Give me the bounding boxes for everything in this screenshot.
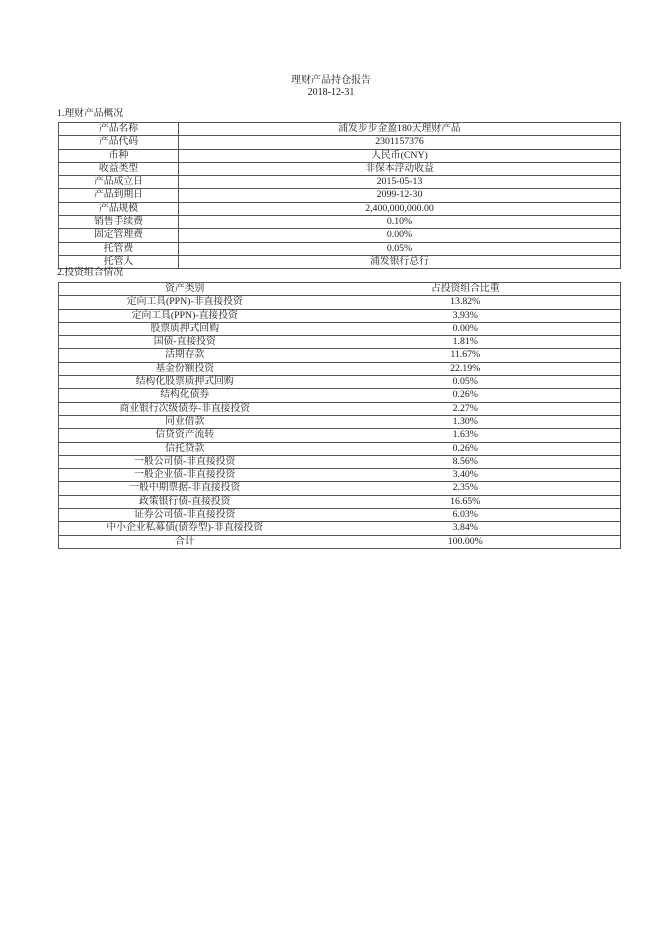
field-label: 产品成立日 [59, 176, 179, 189]
product-overview-table-body [59, 123, 621, 269]
weight-cell: 2.35% [311, 482, 621, 495]
weight-cell: 2.27% [311, 402, 621, 415]
overview-row [59, 149, 621, 162]
weight-cell: 1.30% [311, 415, 621, 428]
asset-class-cell: 一般企业债-非直接投资 [59, 469, 311, 482]
portfolio-row [59, 402, 621, 415]
field-label: 固定管理费 [59, 229, 179, 242]
weight-cell: 11.67% [311, 349, 621, 362]
field-value: 2,400,000,000.00 [179, 202, 621, 215]
portfolio-row [59, 522, 621, 535]
field-value: 0.05% [179, 242, 621, 255]
portfolio-row [59, 349, 621, 362]
asset-class-cell: 股票质押式回购 [59, 322, 311, 335]
portfolio-row [59, 336, 621, 349]
overview-row [59, 202, 621, 215]
overview-row [59, 162, 621, 175]
portfolio-row [59, 389, 621, 402]
weight-cell: 8.56% [311, 455, 621, 468]
portfolio-row [59, 415, 621, 428]
asset-class-cell: 基金份额投资 [59, 362, 311, 375]
weight-cell: 0.26% [311, 389, 621, 402]
field-value: 浦发步步金盈180天理财产品 [179, 123, 621, 136]
overview-row [59, 242, 621, 255]
portfolio-row [59, 429, 621, 442]
field-label: 托管费 [59, 242, 179, 255]
portfolio-table-body [59, 283, 621, 549]
portfolio-row [59, 442, 621, 455]
weight-cell: 6.03% [311, 509, 621, 522]
column-header-weight: 占投资组合比重 [311, 283, 621, 296]
asset-class-cell: 政策银行债-直接投资 [59, 495, 311, 508]
portfolio-table [58, 282, 621, 549]
total-label: 合计 [59, 535, 311, 548]
portfolio-header-row [59, 283, 621, 296]
portfolio-row [59, 455, 621, 468]
weight-cell: 0.26% [311, 442, 621, 455]
field-label: 产品代码 [59, 136, 179, 149]
overview-row [59, 176, 621, 189]
field-value: 0.00% [179, 229, 621, 242]
weight-cell: 1.63% [311, 429, 621, 442]
overview-row [59, 136, 621, 149]
field-value: 2301157376 [179, 136, 621, 149]
overview-row [59, 255, 621, 268]
field-value: 2099-12-30 [179, 189, 621, 202]
portfolio-row [59, 509, 621, 522]
weight-cell: 0.00% [311, 322, 621, 335]
overview-row [59, 229, 621, 242]
overview-row [59, 216, 621, 229]
field-label: 销售手续费 [59, 216, 179, 229]
portfolio-total-row [59, 535, 621, 548]
portfolio-row [59, 495, 621, 508]
asset-class-cell: 活期存款 [59, 349, 311, 362]
field-value: 2015-05-13 [179, 176, 621, 189]
weight-cell: 0.05% [311, 376, 621, 389]
portfolio-row [59, 482, 621, 495]
section2-heading: 2.投资组合情况 [57, 267, 124, 278]
weight-cell: 22.19% [311, 362, 621, 375]
weight-cell: 3.40% [311, 469, 621, 482]
weight-cell: 3.93% [311, 309, 621, 322]
asset-class-cell: 一般中期票据-非直接投资 [59, 482, 311, 495]
overview-row [59, 123, 621, 136]
asset-class-cell: 定向工具(PPN)-非直接投资 [59, 296, 311, 309]
field-value: 人民币(CNY) [179, 149, 621, 162]
column-header-asset-class: 资产类别 [59, 283, 311, 296]
weight-cell: 1.81% [311, 336, 621, 349]
portfolio-row [59, 322, 621, 335]
field-label: 币种 [59, 149, 179, 162]
asset-class-cell: 信贷资产流转 [59, 429, 311, 442]
doc-date: 2018-12-31 [307, 86, 355, 98]
portfolio-row [59, 376, 621, 389]
portfolio-row [59, 362, 621, 375]
field-value: 浦发银行总行 [179, 255, 621, 268]
asset-class-cell: 结构化债券 [59, 389, 311, 402]
asset-class-cell: 国债-直接投资 [59, 336, 311, 349]
field-value: 非保本浮动收益 [179, 162, 621, 175]
asset-class-cell: 证券公司债-非直接投资 [59, 509, 311, 522]
field-label: 收益类型 [59, 162, 179, 175]
field-value: 0.10% [179, 216, 621, 229]
field-label: 产品到期日 [59, 189, 179, 202]
weight-cell: 16.65% [311, 495, 621, 508]
portfolio-row [59, 309, 621, 322]
total-value: 100.00% [311, 535, 621, 548]
asset-class-cell: 同业借款 [59, 415, 311, 428]
weight-cell: 13.82% [311, 296, 621, 309]
asset-class-cell: 一般公司债-非直接投资 [59, 455, 311, 468]
field-label: 产品名称 [59, 123, 179, 136]
product-overview-table [58, 122, 621, 269]
field-label: 产品规模 [59, 202, 179, 215]
asset-class-cell: 结构化股票质押式回购 [59, 376, 311, 389]
field-label: 托管人 [59, 255, 179, 268]
title-block [0, 75, 662, 98]
overview-row [59, 189, 621, 202]
asset-class-cell: 商业银行次级债券-非直接投资 [59, 402, 311, 415]
asset-class-cell: 定向工具(PPN)-直接投资 [59, 309, 311, 322]
section1-heading: 1.理财产品概况 [57, 108, 124, 119]
portfolio-row [59, 469, 621, 482]
asset-class-cell: 信托贷款 [59, 442, 311, 455]
asset-class-cell: 中小企业私募债(债券型)-非直接投资 [59, 522, 311, 535]
portfolio-row [59, 296, 621, 309]
doc-title: 理财产品持仓报告 [291, 75, 371, 86]
weight-cell: 3.84% [311, 522, 621, 535]
